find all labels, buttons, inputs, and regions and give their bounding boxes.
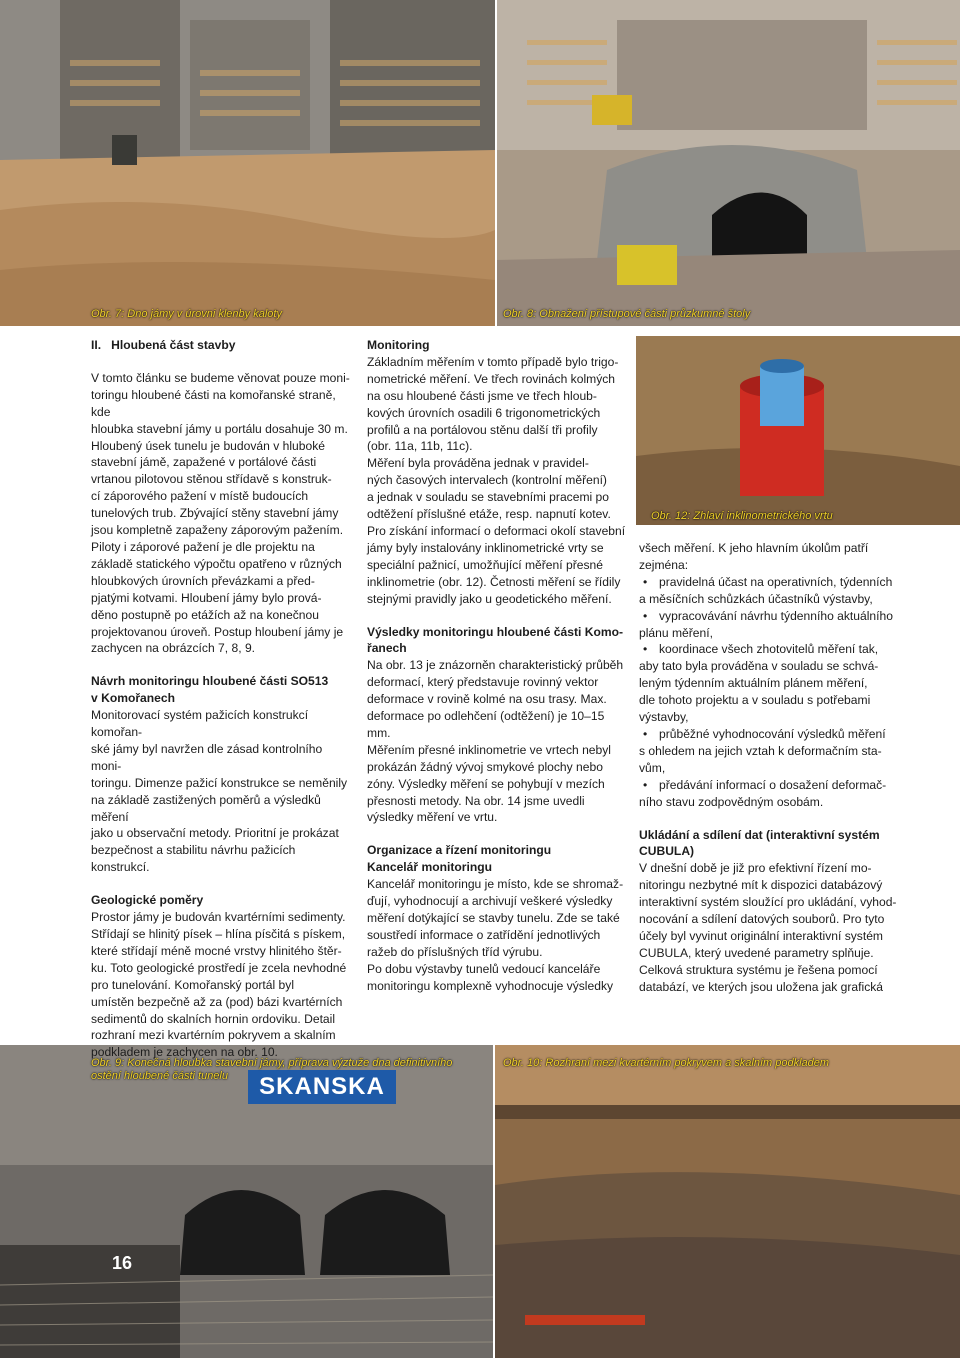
text-line: na základě zastižených poměrů a výsledků měření — [91, 792, 321, 824]
heading-navrh-monitoringu — [91, 673, 354, 707]
text-line: nocování a sdílení datových souborů. Pro tyto — [639, 912, 885, 927]
text-line: zejména: — [639, 557, 689, 572]
text-line: toringu. Dimenze pažicí konstrukce se neměnily — [91, 775, 348, 790]
text-line: pravidelná účast na operativních, týdenních — [659, 574, 893, 589]
text-line: předávání informací o dosažení deformač- — [659, 777, 887, 792]
text-line: plánu měření, — [639, 625, 713, 640]
bullet-1-text — [639, 574, 909, 608]
col2-paragraph-2 — [367, 657, 629, 826]
photo-fig10 — [495, 1045, 960, 1358]
text-line: V tomto článku se budeme věnovat pouze moni- — [91, 370, 350, 385]
text-line: hloubka stavební jámy u portálu dosahuje 30 m. — [91, 421, 348, 436]
heading-line: Organizace a řízení monitoringu — [367, 843, 552, 858]
text-line: ďují, vyhodnocují a archivují veškeré výsledky — [367, 894, 613, 909]
text-line: Prostor jámy je budován kvartérními sedimenty. — [91, 910, 346, 925]
text-line: základě statického výpočtu opatřeno v různých — [91, 556, 342, 571]
text-line: monitoringu komplexně vyhodnocuje výsledky — [367, 978, 614, 993]
text-line: ných časových intervalech (kontrolní měření) — [367, 473, 607, 488]
text-line: měření dotýkající se stavby tunelu. Zde se také — [367, 911, 620, 925]
text-line: (obr. 11a, 11b, 11c). — [367, 439, 473, 454]
text-line: leným týdenním aktuálním plánem měření, — [639, 676, 868, 691]
heading-line: řanech — [367, 641, 407, 656]
text-line: přesnosti metody. Na obr. 14 jsme uvedli — [367, 793, 585, 808]
text-line: Monitorovací systém pažicích konstrukcí komořan- — [91, 708, 309, 740]
text-line: stejnými pravidly jako u geodetického měření. — [367, 591, 612, 606]
text-line: výstavby, — [639, 710, 689, 725]
heading-line: Kancelář monitoringu — [367, 860, 492, 875]
text-line: děno postupně po etážích až na konečnou — [91, 607, 319, 622]
text-line: deformace v rovině kolmé na osu trasy. Max. — [367, 692, 607, 707]
text-line: Po dobu výstavby tunelů vedoucí kanceláře — [367, 961, 601, 976]
heading-ukladani-dat — [639, 827, 909, 861]
text-line: projektovanou úroveň. Postup hloubení jámy je — [91, 624, 344, 639]
heading-geologicke-pomery: Geologické poměry — [91, 893, 204, 908]
text-line: výsledky měření ve vrtu. — [367, 810, 498, 825]
text-line: ního stavu zodpovědným osobám. — [639, 794, 824, 809]
text-line: bezpečnost a stabilitu návrhu pažicích konstrukcí. — [91, 843, 296, 875]
text-line: na osu hloubené části jsme ve třech hloub- — [367, 388, 597, 403]
photo-fig8 — [497, 0, 960, 326]
text-line: tunelových trub. Zbývající stěny stavební jámy — [91, 506, 339, 521]
heading-organizace-monitoringu — [367, 842, 629, 876]
bullet-icon: • — [643, 777, 648, 792]
caption-fig12: Obr. 12: Zhlaví inklinometrického vrtu — [651, 510, 833, 522]
caption-fig9-line1: Obr. 9: Konečná hloubka stavební jámy, příprava výztuže dna definitivního — [91, 1057, 453, 1069]
text-line: vypracovávání návrhu týdenního aktuálního — [659, 608, 893, 623]
text-line: Na obr. 13 je znázorněn charakteristický průběh — [367, 658, 624, 673]
bullet-2-text — [639, 608, 909, 642]
col2-paragraph-3 — [367, 876, 629, 994]
heading-vysledky-monitoringu — [367, 624, 629, 658]
text-line: soustředí informace o zatřídění jednotlivých — [367, 927, 601, 942]
text-line: stavební jámě, zapažené v portálové části — [91, 455, 317, 470]
text-line: které střídají méně mocné vrstvy hlinitého štěr- — [91, 943, 342, 958]
page-number: 16 — [112, 1253, 133, 1273]
text-line: Kancelář monitoringu je místo, kde se shromaž- — [367, 877, 624, 892]
col1-paragraph-3 — [91, 909, 354, 1061]
text-line: databází, ve kterých jsou uložena jak grafická — [639, 979, 884, 994]
text-line: V dnešní době je již pro efektivní řízení mo- — [639, 861, 872, 876]
text-line: speciální pažnicí, umožňující měření přesné — [367, 557, 603, 572]
bullet-icon: • — [643, 727, 648, 742]
bullet-3-text — [639, 641, 909, 726]
text-line: rozhraní mezi kvartérním pokryvem a skalním — [91, 1028, 336, 1043]
text-line: ku. Toto geologické prostředí je zcela nevhodné — [91, 960, 347, 975]
text-line: toringu hloubené části na komořanské straně, kde — [91, 387, 336, 419]
heading-line: Výsledky monitoringu hloubené části Komo- — [367, 624, 624, 639]
text-line: zachycen na obrázcích 7, 8, 9. — [91, 641, 256, 656]
text-line: ské jámy byl navržen dle zásad kontrolního moni- — [91, 741, 323, 773]
heading-line: Ukládání a sdílení dat (interaktivní systém — [639, 827, 880, 842]
heading-monitoring: Monitoring — [367, 338, 430, 352]
bullet-4-text — [639, 726, 909, 777]
text-line: Střídají se hlinitý písek – hlína písčitá s pískem, — [91, 927, 346, 941]
col1-paragraph-2 — [91, 707, 354, 876]
col1-paragraph-1 — [91, 370, 354, 657]
text-line: kových úrovních osadili 6 trigonometrických — [367, 405, 601, 420]
text-line: s ohledem na jejich vztah k deformačním sta- — [639, 743, 882, 758]
skanska-sign: SKANSKA — [248, 1070, 396, 1104]
text-line: umístěn bezpečně až za (pod) bázi kvartérních — [91, 994, 343, 1009]
column-2 — [367, 337, 629, 995]
text-line: inklinometrie (obr. 12). Četnosti měření se řídily — [367, 574, 621, 589]
heading-line: v Komořanech — [91, 691, 176, 706]
photo-fig9 — [0, 1045, 493, 1358]
text-line: vům, — [639, 760, 666, 775]
caption-fig9-line2: ostění hloubené části tunelu — [91, 1070, 228, 1082]
heading-line: Návrh monitoringu hloubené části SO513 — [91, 674, 329, 689]
photo-fig7 — [0, 0, 495, 326]
text-line: deformace po odlehčení (odtěžení) je 10–15 mm. — [367, 709, 605, 740]
caption-fig10: Obr. 10: Rozhraní mezi kvartérním pokryvem a skalním podkladem — [503, 1057, 830, 1069]
text-line: jsou kompletně zapaženy záporovým pažením. — [91, 523, 344, 538]
column-1 — [91, 337, 354, 1061]
text-line: aby tato byla prováděna v souladu se schvá- — [639, 659, 879, 674]
bullet-icon: • — [643, 574, 648, 589]
text-line: průběžné vyhodnocování výsledků měření — [659, 727, 886, 742]
text-line: Pro získání informací o deformaci okolí stavební — [367, 523, 626, 538]
caption-fig8: Obr. 8: Obnažení přístupové části průzkumné štoly — [503, 308, 751, 320]
text-line: Měřením přesné inklinometrie ve vrtech nebyl — [367, 742, 611, 757]
text-line: profilů a na portálovou stěnu další tři profily — [367, 422, 598, 437]
text-line: CUBULA, který uvedené parametry splňuje. — [639, 945, 874, 960]
column-3 — [639, 540, 909, 996]
text-line: sedimentů do skalních hornin ordoviku. Detail — [91, 1011, 336, 1026]
text-line: Základním měřením v tomto případě bylo trigo- — [367, 354, 619, 369]
bullet-icon: • — [643, 608, 648, 623]
bullet-5-text — [639, 777, 909, 811]
text-line: ražeb do příslušných tříd výrubu. — [367, 944, 543, 959]
heading-line: CUBULA) — [639, 844, 695, 859]
col3-intro — [639, 540, 909, 574]
text-line: koordinace všech zhotovitelů měření tak, — [659, 642, 879, 657]
text-line: účely byl vyvinut originální interaktivní systém — [639, 929, 883, 944]
text-line: Měření byla prováděna jednak v pravidel- — [367, 456, 589, 471]
text-line: dle tohoto projektu a v souladu s potřebami — [639, 693, 871, 708]
text-line: interaktivní systém sloužící pro ukládání, vyhod- — [639, 895, 897, 910]
text-line: podkladem je zachycen na obr. 10. — [91, 1045, 278, 1060]
text-line: nometrické měření. Ve třech rovinách kolmých — [367, 371, 616, 386]
text-line: Piloty i záporové pažení je dle projektu na — [91, 539, 315, 554]
text-line: a jednak v souladu se stavebními pracemi po — [367, 490, 610, 505]
text-line: nitoringu nezbytné mít k dispozici databázový — [639, 878, 883, 893]
text-line: vrtanou pilotovou stěnou střídavě s konstruk- — [91, 472, 332, 487]
text-line: a měsíčních schůzkách účastníků výstavby, — [639, 591, 873, 606]
text-line: zóny. Výsledky měření se pohybují v mezích — [367, 776, 605, 791]
photo-fig12 — [636, 336, 960, 525]
text-line: prokázán žádný vývoj smykové plochy nebo — [367, 759, 603, 774]
section-heading-ii: II. Hloubená část stavby — [91, 338, 236, 352]
text-line: deformací, který představuje rovinný vektor — [367, 675, 599, 690]
text-line: hloubkových úrovních převázkami a před- — [91, 573, 315, 588]
text-line: jámy byly instalovány inklinometrické vrty se — [367, 540, 604, 555]
text-line: odtěžení příslušné etáže, resp. napnutí kotev. — [367, 507, 611, 522]
caption-fig7: Obr. 7: Dno jámy v úrovni klenby kaloty — [91, 308, 282, 320]
col2-paragraph-1 — [367, 354, 629, 608]
text-line: jako u observační metody. Prioritní je prokázat — [91, 826, 339, 841]
text-line: Celková struktura systému je řešena pomocí — [639, 962, 878, 977]
text-line: cí záporového pažení v místě budoucích — [91, 489, 309, 504]
bullet-icon: • — [643, 642, 648, 657]
text-line: Hloubený úsek tunelu je budován v hluboké — [91, 438, 325, 453]
text-line: všech měření. K jeho hlavním úkolům patří — [639, 541, 869, 555]
col3-paragraph — [639, 860, 909, 995]
text-line: pjatými kotvami. Hloubení jámy bylo prová- — [91, 590, 322, 605]
text-line: pro tunelování. Komořanský portál byl — [91, 977, 295, 992]
